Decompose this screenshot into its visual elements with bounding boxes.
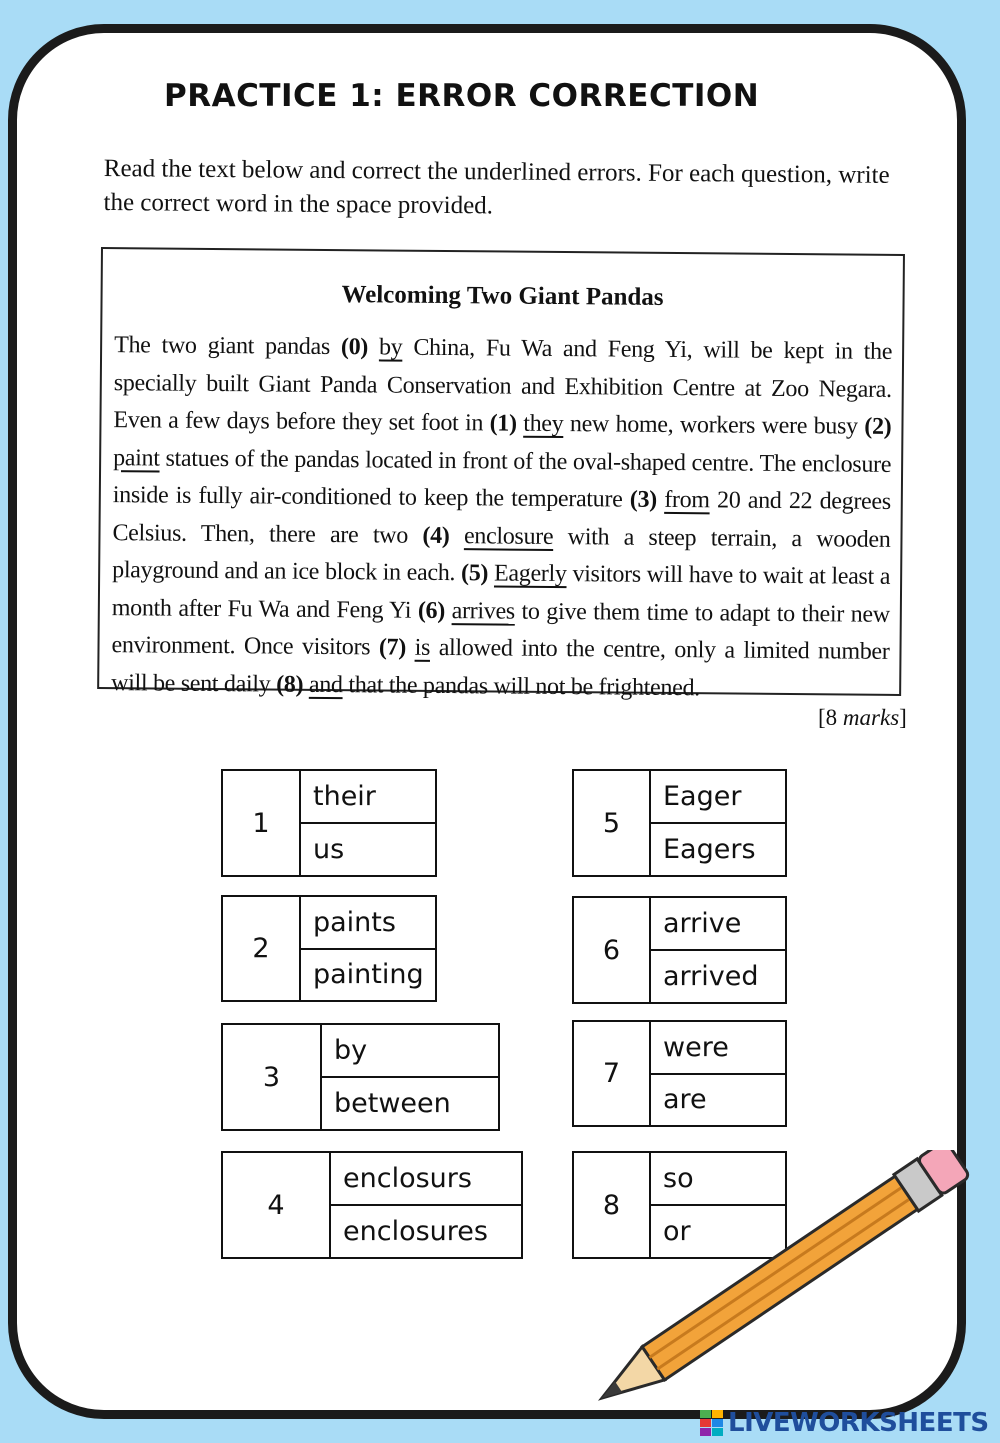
option[interactable]: painting <box>301 948 435 1001</box>
underlined-error: and <box>308 671 343 698</box>
passage-segment <box>368 334 379 360</box>
question-marker: (3) <box>629 486 658 513</box>
question-marker: (8) <box>276 671 304 698</box>
underlined-error: by <box>378 334 403 361</box>
question-marker: (7) <box>378 634 407 661</box>
question-marker: (4) <box>422 522 450 549</box>
option[interactable]: are <box>651 1073 785 1126</box>
option[interactable]: their <box>313 781 376 812</box>
passage-segment: visitors will have to wait at least a month after Fu Wa and Feng Yi <box>111 561 891 624</box>
underlined-error: paint <box>113 444 160 472</box>
instructions: Read the text below and correct the underlined errors. For each question, write the correct word in the space provided. <box>103 154 890 220</box>
passage-segment: statues of the pandas located in front of the oval-shaped centre. The enclosure inside is fully air-conditioned to keep the temperature <box>112 445 892 513</box>
option[interactable]: or <box>651 1204 785 1257</box>
option[interactable]: Eagers <box>651 822 785 875</box>
option[interactable]: paints <box>313 906 396 938</box>
passage-segment: The two giant pandas <box>114 332 342 361</box>
liveworksheets-logo <box>700 1408 989 1438</box>
question-2 <box>221 895 437 1002</box>
option[interactable]: by <box>334 1035 368 1066</box>
brand-name: LIVEWORKSHEETS <box>728 1408 989 1438</box>
option[interactable]: arrive <box>663 908 742 939</box>
passage-segment: that the pandas will not be frightened. <box>342 671 701 701</box>
question-number: 1 <box>223 771 301 875</box>
question-marker: (6) <box>417 597 446 624</box>
option[interactable]: enclosurs <box>343 1163 472 1194</box>
page-title: PRACTICE 1: ERROR CORRECTION <box>164 78 760 114</box>
option[interactable]: arrived <box>651 949 785 1002</box>
logo-blocks-icon <box>700 1410 724 1436</box>
question-marker: (2) <box>864 413 892 440</box>
option[interactable]: so <box>663 1163 694 1194</box>
underlined-error: they <box>523 410 564 438</box>
option[interactable]: us <box>301 822 435 875</box>
underlined-error: enclosure <box>463 522 554 550</box>
marks-label <box>818 705 907 731</box>
question-6 <box>572 896 787 1004</box>
underlined-error: arrives <box>451 597 516 625</box>
underlined-error: from <box>664 486 710 514</box>
pencil-icon <box>590 1150 1000 1410</box>
passage-segment: 20 and 22 degrees Celsius. Then, there are two <box>112 487 891 549</box>
question-4 <box>221 1151 523 1259</box>
option[interactable]: were <box>663 1031 729 1063</box>
question-marker: (0) <box>340 334 369 361</box>
question-number: 6 <box>574 898 651 1002</box>
question-marker: (1) <box>489 410 517 437</box>
passage-segment: allowed into the centre, only a limited number will be sent daily <box>111 634 890 698</box>
question-number: 7 <box>574 1022 651 1125</box>
marks-word: marks <box>842 705 900 730</box>
marks-close: ] <box>899 705 907 730</box>
option[interactable]: enclosures <box>331 1204 521 1257</box>
option[interactable]: between <box>322 1076 498 1129</box>
question-number: 5 <box>574 771 651 875</box>
question-number: 3 <box>223 1025 322 1129</box>
question-marker: (5) <box>460 560 489 587</box>
question-3 <box>221 1023 500 1131</box>
underlined-error: Eagerly <box>493 560 567 588</box>
passage-box <box>97 247 905 701</box>
passage-text <box>111 327 892 709</box>
question-5 <box>572 769 787 877</box>
marks-open: [8 <box>818 705 843 730</box>
passage-segment: with a steep terrain, a wooden playground and an ice block in each. <box>112 523 891 587</box>
question-number: 4 <box>223 1153 331 1257</box>
question-1 <box>221 769 437 877</box>
passage-segment: China, Fu Wa and Feng Yi, will be kept in the specially built Giant Panda Conservation and Exhibition Centre at Zoo Negara. Even a few days before they set foot in <box>113 334 893 437</box>
question-7 <box>572 1020 787 1127</box>
passage-segment <box>449 523 464 549</box>
underlined-error: is <box>414 634 431 661</box>
option[interactable]: Eager <box>663 781 742 812</box>
question-number: 2 <box>223 897 301 1000</box>
passage-segment: to give them time to adapt to their new environment. Once visitors <box>111 598 890 661</box>
passage-segment: new home, workers were busy <box>563 411 865 440</box>
question-number: 8 <box>574 1153 651 1257</box>
passage-title: Welcoming Two Giant Pandas <box>341 281 664 311</box>
